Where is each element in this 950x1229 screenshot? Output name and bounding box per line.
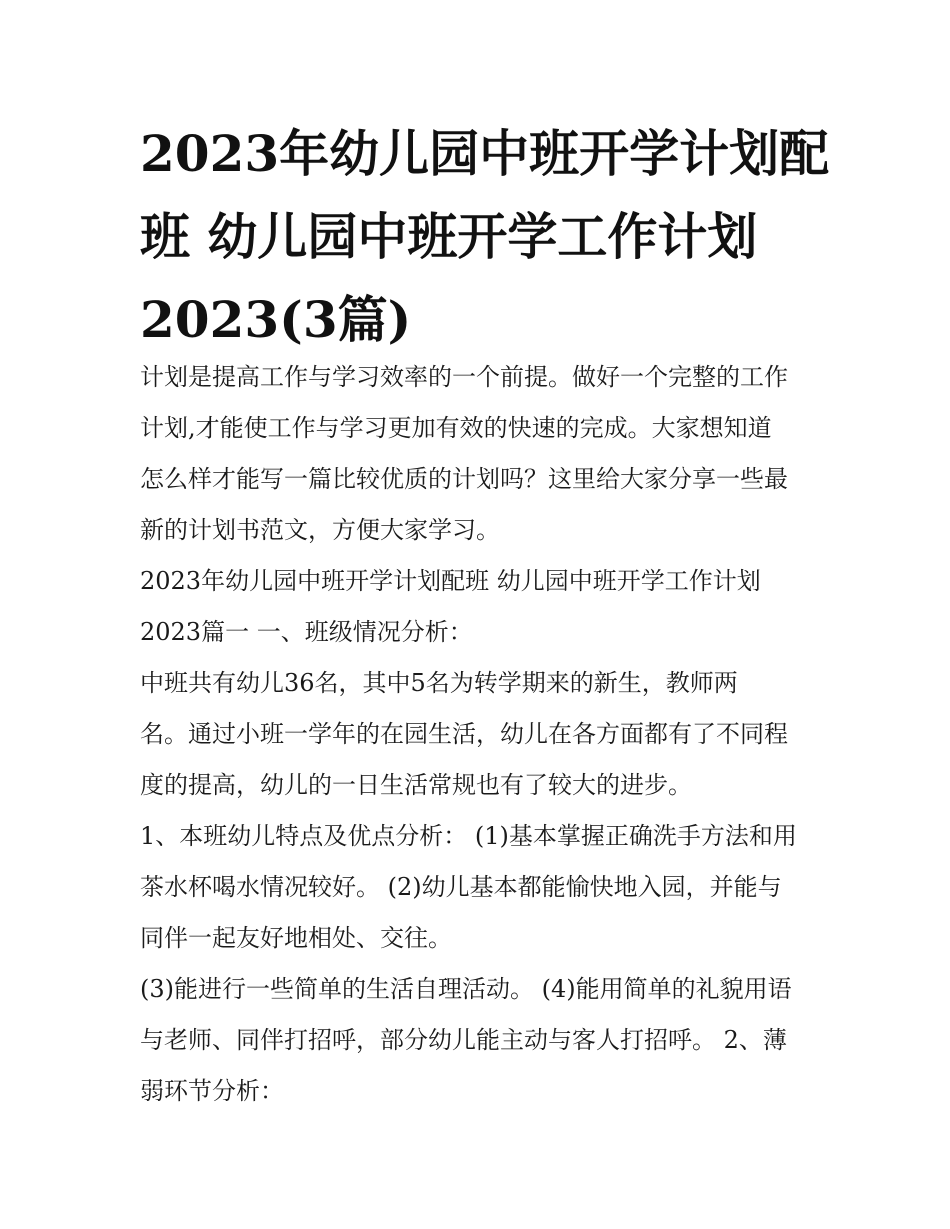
body-line: 新的计划书范文，方便大家学习。 — [140, 516, 500, 544]
title-line-2: 班 幼儿园中班开学工作计划 — [140, 207, 758, 266]
body-line: 中班共有幼儿36名，其中5名为转学期来的新生，教师两 — [140, 669, 738, 697]
body-line: 茶水杯喝水情况较好。 (2)幼儿基本都能愉快地入园，并能与 — [140, 873, 782, 901]
body-line: 2023篇一 一、班级情况分析： — [140, 618, 473, 646]
body-line: 怎么样才能写一篇比较优质的计划吗？这里给大家分享一些最 — [140, 465, 788, 493]
body-line: (3)能进行一些简单的生活自理活动。 (4)能用简单的礼貌用语 — [140, 975, 792, 1003]
body-line: 同伴一起友好地相处、交往。 — [140, 924, 452, 952]
body-line: 与老师、同伴打招呼，部分幼儿能主动与客人打招呼。 2、薄 — [140, 1026, 787, 1054]
body-line: 度的提高，幼儿的一日生活常规也有了较大的进步。 — [140, 771, 692, 799]
body-line: 计划是提高工作与学习效率的一个前提。做好一个完整的工作 — [140, 363, 788, 391]
body-line: 计划,才能使工作与学习更加有效的快速的完成。大家想知道 — [140, 414, 772, 442]
document-title — [140, 112, 830, 361]
body-line: 名。通过小班一学年的在园生活，幼儿在各方面都有了不同程 — [140, 720, 788, 748]
title-line-3: 2023(3篇) — [140, 290, 412, 349]
body-line: 1、本班幼儿特点及优点分析： (1)基本掌握正确洗手方法和用 — [140, 822, 797, 850]
body-line: 弱环节分析： — [140, 1077, 284, 1105]
document-body — [140, 352, 830, 1117]
title-line-1: 2023年幼儿园中班开学计划配 — [140, 124, 830, 183]
body-line: 2023年幼儿园中班开学计划配班 幼儿园中班开学工作计划 — [140, 567, 761, 595]
